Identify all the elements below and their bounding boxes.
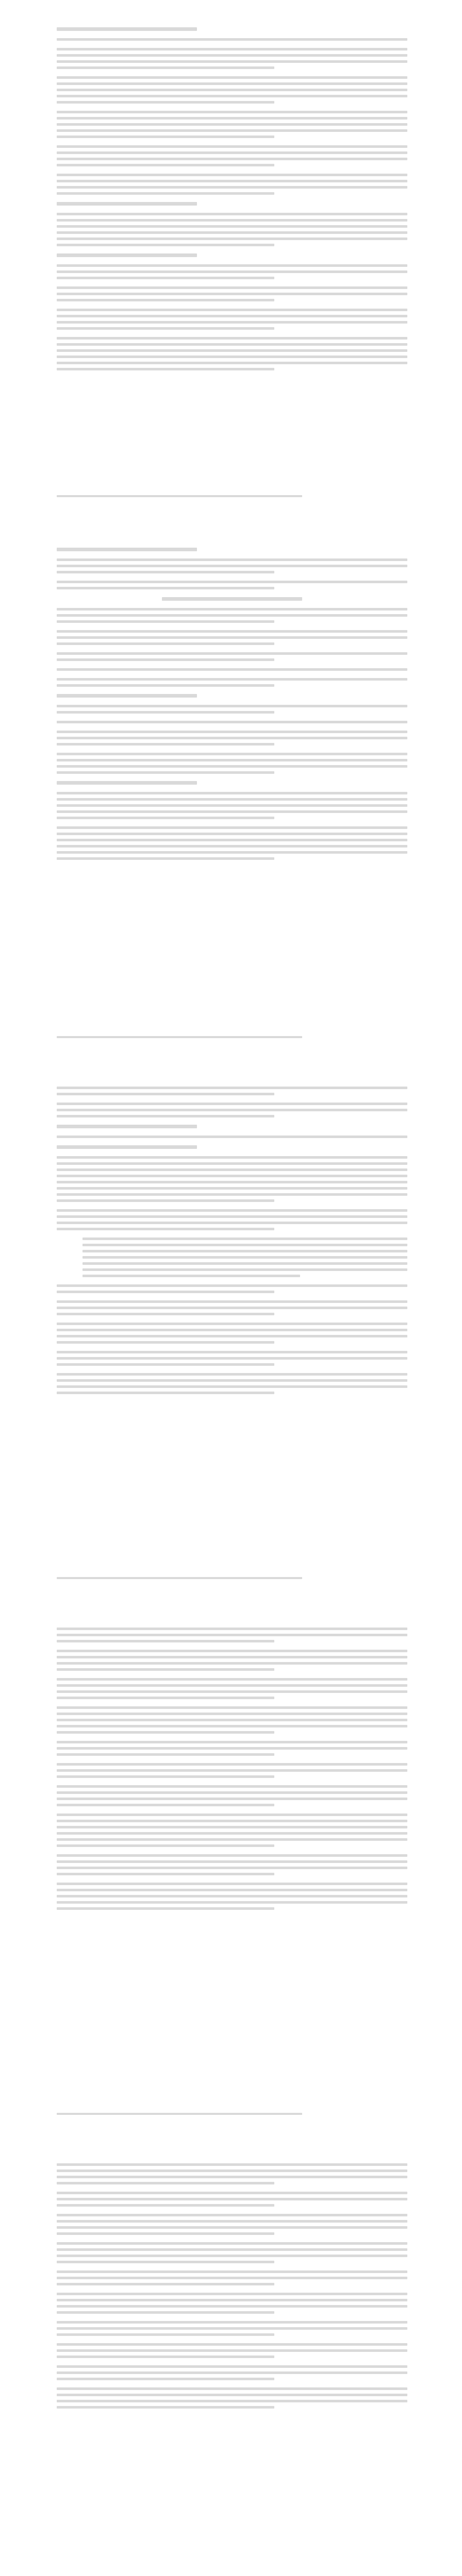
footer-line-placeholder <box>57 1036 302 1038</box>
text-line-placeholder <box>57 2387 407 2390</box>
text-line-placeholder <box>57 2343 407 2346</box>
text-line-placeholder <box>57 1719 407 1721</box>
text-line-placeholder <box>57 857 274 860</box>
text-line-placeholder <box>57 1351 407 1353</box>
text-line-placeholder <box>57 2176 407 2178</box>
paragraph-block <box>57 1323 407 1344</box>
document-page <box>57 520 407 1061</box>
text-line-placeholder <box>57 2371 407 2374</box>
text-line-placeholder <box>57 1769 407 1772</box>
text-line-placeholder <box>57 2406 274 2409</box>
text-line-placeholder <box>57 1341 274 1344</box>
text-line-placeholder <box>57 1883 407 1885</box>
paragraph-block <box>57 1238 407 1277</box>
text-line-placeholder <box>57 705 407 707</box>
text-line-placeholder <box>57 337 407 340</box>
text-line-placeholder <box>57 1753 274 1756</box>
paragraph-block <box>57 2192 407 2207</box>
text-line-placeholder <box>57 158 407 160</box>
text-line-placeholder <box>57 1650 407 1652</box>
text-line-placeholder <box>57 1109 407 1111</box>
paragraph-block <box>57 337 407 370</box>
paragraph-block <box>57 213 407 246</box>
text-line-placeholder <box>57 1209 407 1212</box>
text-line-placeholder <box>57 2214 407 2216</box>
text-line-placeholder <box>57 2226 407 2229</box>
text-line-placeholder <box>57 117 407 120</box>
text-line-placeholder <box>57 1889 407 1891</box>
paragraph-block <box>57 1883 407 1910</box>
text-line-placeholder <box>57 219 407 222</box>
text-line-placeholder <box>57 845 407 848</box>
text-line-placeholder <box>57 721 407 723</box>
page-footer <box>57 1036 407 1042</box>
section-heading-block <box>57 27 407 31</box>
text-line-placeholder <box>57 1798 407 1800</box>
text-line-placeholder <box>57 658 274 661</box>
text-line-placeholder <box>57 678 407 681</box>
text-line-placeholder <box>57 327 274 330</box>
text-line-placeholder <box>57 1313 274 1315</box>
paragraph-block <box>57 1814 407 1847</box>
text-line-placeholder <box>57 1838 407 1841</box>
text-line-placeholder <box>57 1193 407 1196</box>
paragraph-block <box>57 2365 407 2380</box>
text-line-placeholder <box>57 1713 407 1715</box>
document-page <box>57 1602 407 2138</box>
text-line-placeholder <box>57 1690 407 1693</box>
paragraph-block <box>57 608 407 623</box>
section-heading-block <box>57 202 407 206</box>
text-line-placeholder <box>57 2220 407 2223</box>
text-line-placeholder <box>57 1291 274 1293</box>
text-line-placeholder <box>57 1222 407 1224</box>
text-line-placeholder <box>57 652 407 655</box>
page-body <box>57 1061 407 1394</box>
paragraph-block <box>57 1373 407 1394</box>
text-line-placeholder <box>57 180 407 182</box>
text-line-placeholder <box>57 839 407 841</box>
text-line-placeholder <box>57 1820 407 1822</box>
text-line-placeholder <box>57 349 407 352</box>
text-line-placeholder <box>57 2378 274 2380</box>
text-line-placeholder <box>57 1684 407 1687</box>
text-line-placeholder <box>57 608 407 611</box>
paragraph-block <box>57 38 407 41</box>
text-line-placeholder <box>57 2400 407 2402</box>
paragraph-block <box>57 1706 407 1734</box>
footer-line-placeholder <box>57 2113 302 2115</box>
text-line-placeholder <box>57 1763 407 1766</box>
text-line-placeholder <box>57 565 407 567</box>
section-heading-block <box>57 548 407 551</box>
document-page <box>57 1061 407 1602</box>
text-line-placeholder <box>82 1256 407 1259</box>
text-line-placeholder <box>57 355 407 358</box>
text-line-placeholder <box>57 851 407 854</box>
paragraph-block <box>57 1785 407 1806</box>
paragraph-block <box>57 1103 407 1117</box>
text-line-placeholder <box>57 1873 274 1875</box>
text-line-placeholder <box>57 244 274 246</box>
heading-line-placeholder <box>57 1145 197 1149</box>
section-heading-block <box>57 1125 407 1128</box>
text-line-placeholder <box>57 1907 274 1910</box>
text-line-placeholder <box>57 1785 407 1788</box>
paragraph-block <box>57 1854 407 1875</box>
text-line-placeholder <box>57 1662 407 1665</box>
paragraph-block <box>57 581 407 589</box>
text-line-placeholder <box>57 642 274 645</box>
paragraph-block <box>57 1156 407 1202</box>
heading-line-placeholder <box>57 202 197 206</box>
text-line-placeholder <box>57 277 274 279</box>
text-line-placeholder <box>57 164 274 166</box>
text-line-placeholder <box>57 1175 407 1177</box>
text-line-placeholder <box>57 2349 407 2352</box>
text-line-placeholder <box>57 129 407 132</box>
page-body <box>57 520 407 860</box>
text-line-placeholder <box>57 2232 274 2235</box>
text-line-placeholder <box>57 614 407 617</box>
text-line-placeholder <box>57 1323 407 1325</box>
paragraph-block <box>57 2387 407 2409</box>
text-line-placeholder <box>57 1725 407 1727</box>
heading-line-placeholder <box>57 27 197 31</box>
document-page <box>57 0 407 520</box>
page-body <box>57 0 407 370</box>
page-body <box>57 2138 407 2409</box>
text-line-placeholder <box>57 2192 407 2194</box>
text-line-placeholder <box>57 743 274 745</box>
text-line-placeholder <box>57 1087 407 1089</box>
text-line-placeholder <box>57 362 407 364</box>
paragraph-block <box>57 731 407 745</box>
text-line-placeholder <box>57 1307 407 1309</box>
heading-line-placeholder <box>57 253 197 257</box>
text-line-placeholder <box>57 1187 407 1190</box>
text-line-placeholder <box>57 135 274 138</box>
text-line-placeholder <box>82 1238 407 1240</box>
text-line-placeholder <box>57 1392 274 1394</box>
page-body <box>57 1602 407 1910</box>
paragraph-block <box>57 286 407 301</box>
heading-line-placeholder <box>57 694 197 698</box>
text-line-placeholder <box>57 1640 274 1642</box>
heading-line-placeholder <box>57 781 197 785</box>
paragraph-block <box>57 1650 407 1671</box>
paragraph-block <box>57 678 407 687</box>
text-line-placeholder <box>57 60 407 63</box>
text-line-placeholder <box>57 1329 407 1331</box>
text-line-placeholder <box>57 737 407 739</box>
paragraph-block <box>57 174 407 195</box>
text-line-placeholder <box>57 1181 407 1183</box>
text-line-placeholder <box>57 1656 407 1658</box>
paragraph-block <box>57 2270 407 2285</box>
text-line-placeholder <box>57 636 407 639</box>
heading-line-placeholder <box>57 1125 197 1128</box>
text-line-placeholder <box>57 1136 407 1138</box>
text-line-placeholder <box>82 1262 407 1265</box>
text-line-placeholder <box>57 1747 407 1750</box>
text-line-placeholder <box>57 798 407 801</box>
text-line-placeholder <box>57 111 407 113</box>
text-line-placeholder <box>57 54 407 57</box>
text-line-placeholder <box>82 1244 407 1246</box>
text-line-placeholder <box>57 1162 407 1165</box>
text-line-placeholder <box>57 771 274 774</box>
text-line-placeholder <box>57 765 407 768</box>
text-line-placeholder <box>57 1357 407 1360</box>
paragraph-block <box>57 652 407 661</box>
text-line-placeholder <box>57 731 407 733</box>
paragraph-block <box>57 753 407 774</box>
footer-line-placeholder <box>57 1577 302 1579</box>
text-line-placeholder <box>57 309 407 311</box>
text-line-placeholder <box>57 1791 407 1794</box>
text-line-placeholder <box>82 1268 407 1271</box>
text-line-placeholder <box>57 1860 407 1863</box>
text-line-placeholder <box>57 810 407 813</box>
text-line-placeholder <box>57 2170 407 2172</box>
text-line-placeholder <box>57 1335 407 1337</box>
text-line-placeholder <box>57 123 407 126</box>
paragraph-block <box>57 2293 407 2314</box>
paragraph-block <box>57 1284 407 1293</box>
text-line-placeholder <box>57 1284 407 1287</box>
text-line-placeholder <box>57 38 407 41</box>
paragraph-block <box>57 1209 407 1230</box>
text-line-placeholder <box>57 1895 407 1897</box>
text-line-placeholder <box>57 2355 274 2358</box>
text-line-placeholder <box>57 368 274 370</box>
paragraph-block <box>57 1351 407 1366</box>
text-line-placeholder <box>57 1373 407 1376</box>
text-line-placeholder <box>57 1697 274 1699</box>
text-line-placeholder <box>57 1814 407 1816</box>
paragraph-block <box>57 76 407 104</box>
text-line-placeholder <box>57 711 274 714</box>
paragraph-block <box>57 630 407 645</box>
text-line-placeholder <box>57 286 407 289</box>
text-line-placeholder <box>57 630 407 633</box>
text-line-placeholder <box>57 1168 407 1171</box>
paragraph-block <box>57 1741 407 1756</box>
text-line-placeholder <box>57 668 407 671</box>
text-line-placeholder <box>57 2299 407 2301</box>
section-heading-block <box>57 597 407 601</box>
text-line-placeholder <box>57 1832 407 1835</box>
text-line-placeholder <box>57 2321 407 2324</box>
text-line-placeholder <box>57 2333 274 2336</box>
text-line-placeholder <box>57 192 274 195</box>
text-line-placeholder <box>57 792 407 794</box>
text-line-placeholder <box>57 213 407 215</box>
text-line-placeholder <box>57 264 407 267</box>
text-line-placeholder <box>57 82 407 85</box>
text-line-placeholder <box>57 1385 407 1388</box>
paragraph-block <box>57 2321 407 2336</box>
text-line-placeholder <box>57 1199 274 1202</box>
paragraph-block <box>57 1678 407 1699</box>
text-line-placeholder <box>57 343 407 346</box>
text-line-placeholder <box>57 2327 407 2330</box>
text-line-placeholder <box>57 1228 274 1230</box>
text-line-placeholder <box>57 1628 407 1630</box>
paragraph-block <box>57 1300 407 1315</box>
heading-line-placeholder <box>57 548 197 551</box>
paragraph-block <box>57 1136 407 1138</box>
text-line-placeholder <box>57 2204 274 2207</box>
text-line-placeholder <box>57 1826 407 1828</box>
text-line-placeholder <box>57 321 407 324</box>
text-line-placeholder <box>57 2255 407 2257</box>
paragraph-block <box>57 264 407 279</box>
text-line-placeholder <box>57 225 407 228</box>
page-footer <box>57 495 407 501</box>
text-line-placeholder <box>57 2305 407 2308</box>
text-line-placeholder <box>57 1844 274 1847</box>
text-line-placeholder <box>57 1093 274 1095</box>
text-line-placeholder <box>57 1300 407 1303</box>
text-line-placeholder <box>57 817 274 819</box>
text-line-placeholder <box>57 2198 407 2200</box>
text-line-placeholder <box>57 231 407 234</box>
text-line-placeholder <box>57 684 274 687</box>
text-line-placeholder <box>57 89 407 91</box>
paragraph-block <box>57 1763 407 1778</box>
text-line-placeholder <box>57 759 407 761</box>
paragraph-block <box>57 705 407 714</box>
section-heading-block <box>57 1145 407 1149</box>
paragraph-block <box>57 558 407 573</box>
text-line-placeholder <box>82 1275 300 1277</box>
document-page <box>57 2138 407 2576</box>
text-line-placeholder <box>57 1115 274 1117</box>
text-line-placeholder <box>57 186 407 189</box>
text-line-placeholder <box>57 76 407 79</box>
text-line-placeholder <box>57 315 407 317</box>
paragraph-block <box>57 48 407 69</box>
text-line-placeholder <box>57 804 407 807</box>
text-line-placeholder <box>57 2311 274 2314</box>
text-line-placeholder <box>57 826 407 829</box>
text-line-placeholder <box>57 101 274 104</box>
paragraph-block <box>57 145 407 166</box>
text-line-placeholder <box>82 1250 407 1252</box>
text-line-placeholder <box>57 620 274 623</box>
paragraph-block <box>57 721 407 723</box>
paragraph-block <box>57 1087 407 1095</box>
text-line-placeholder <box>57 571 274 573</box>
text-line-placeholder <box>57 1804 274 1806</box>
text-line-placeholder <box>57 1634 407 1636</box>
text-line-placeholder <box>57 1103 407 1105</box>
text-line-placeholder <box>57 238 407 240</box>
text-line-placeholder <box>57 145 407 148</box>
text-line-placeholder <box>57 1156 407 1159</box>
text-line-placeholder <box>57 2394 407 2396</box>
text-line-placeholder <box>57 558 407 561</box>
text-line-placeholder <box>57 1901 407 1904</box>
text-line-placeholder <box>57 2283 274 2285</box>
section-heading-block <box>57 253 407 257</box>
paragraph-block <box>57 826 407 860</box>
text-line-placeholder <box>57 2261 274 2263</box>
text-line-placeholder <box>57 1854 407 1857</box>
text-line-placeholder <box>57 151 407 154</box>
text-line-placeholder <box>57 66 274 69</box>
text-line-placeholder <box>57 2277 407 2279</box>
text-line-placeholder <box>57 1215 407 1218</box>
text-line-placeholder <box>57 1775 274 1778</box>
paragraph-block <box>57 309 407 330</box>
text-line-placeholder <box>57 833 407 835</box>
text-line-placeholder <box>57 587 274 589</box>
text-line-placeholder <box>57 1363 274 1366</box>
text-line-placeholder <box>57 2365 407 2368</box>
text-line-placeholder <box>57 293 407 295</box>
paragraph-block <box>57 792 407 819</box>
paragraph-block <box>57 111 407 138</box>
text-line-placeholder <box>57 174 407 176</box>
paragraph-block <box>57 2214 407 2235</box>
paragraph-block <box>57 2242 407 2263</box>
text-line-placeholder <box>57 1741 407 1743</box>
footer-line-placeholder <box>57 495 302 497</box>
text-line-placeholder <box>57 1706 407 1709</box>
paragraph-block <box>57 2343 407 2358</box>
section-heading-block <box>57 694 407 698</box>
text-line-placeholder <box>57 1379 407 1382</box>
text-line-placeholder <box>57 48 407 50</box>
text-line-placeholder <box>57 2293 407 2295</box>
section-heading-block <box>57 781 407 785</box>
text-line-placeholder <box>57 95 407 97</box>
page-footer <box>57 1577 407 1583</box>
text-line-placeholder <box>57 270 407 273</box>
text-line-placeholder <box>57 2270 407 2273</box>
text-line-placeholder <box>57 1678 407 1681</box>
paragraph-block <box>57 668 407 671</box>
text-line-placeholder <box>57 753 407 755</box>
text-line-placeholder <box>57 581 407 583</box>
text-line-placeholder <box>57 2163 407 2166</box>
text-line-placeholder <box>57 1731 274 1734</box>
text-line-placeholder <box>57 2248 407 2251</box>
paragraph-block <box>57 2163 407 2184</box>
text-line-placeholder <box>57 1867 407 1869</box>
text-line-placeholder <box>57 2242 407 2245</box>
page-footer <box>57 2113 407 2119</box>
text-line-placeholder <box>57 1668 274 1671</box>
paragraph-block <box>57 1628 407 1642</box>
heading-line-placeholder <box>162 597 302 601</box>
text-line-placeholder <box>57 299 274 301</box>
text-line-placeholder <box>57 2182 274 2184</box>
